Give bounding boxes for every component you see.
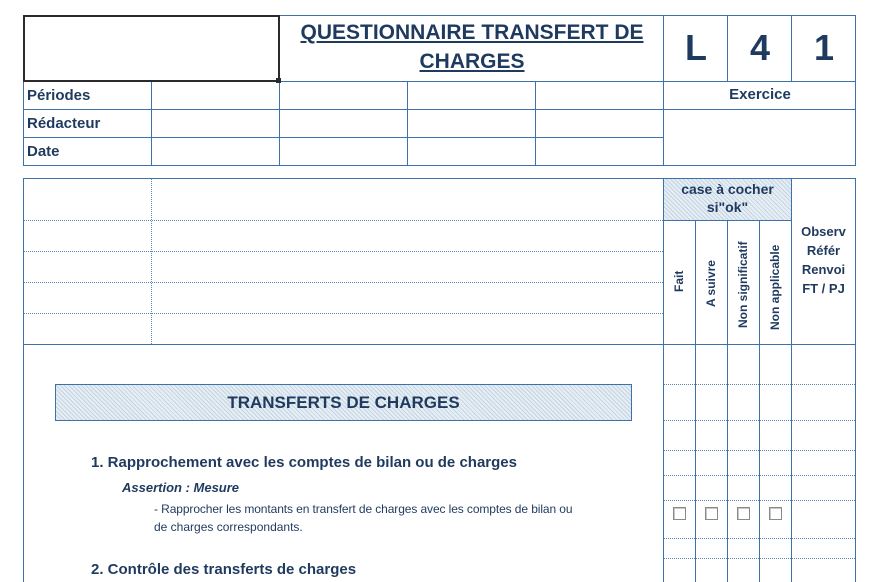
row-label-date: Date xyxy=(27,143,60,160)
case-header-line1: case à cocher xyxy=(681,181,774,197)
column-header-non-significatif: Non significatif xyxy=(736,241,750,328)
item2-title: 2. Contrôle des transferts de charges xyxy=(91,561,357,578)
column-header-a-suivre: A suivre xyxy=(704,260,718,307)
exercice-label: Exercice xyxy=(729,86,791,103)
item1-assertion: Assertion : Mesure xyxy=(122,480,240,495)
observ-line-2: Référ xyxy=(806,243,841,258)
checkbox-non-significatif[interactable] xyxy=(737,507,750,520)
case-header-line2: si"ok" xyxy=(706,199,749,215)
column-header-non-applicable: Non applicable xyxy=(768,244,782,330)
row-label-periodes: Périodes xyxy=(27,87,91,104)
page-title-line1: QUESTIONNAIRE TRANSFERT DE xyxy=(300,21,644,44)
section-title: TRANSFERTS DE CHARGES xyxy=(227,393,460,412)
column-header-fait: Fait xyxy=(672,270,686,292)
item1-title: 1. Rapprochement avec les comptes de bilan ou de charges xyxy=(91,454,517,471)
row-label-redacteur: Rédacteur xyxy=(27,115,101,132)
page-title-line2: CHARGES xyxy=(419,50,525,73)
code-number-1: 4 xyxy=(749,27,771,68)
item1-text-line2: de charges correspondants. xyxy=(154,520,303,534)
code-number-2: 1 xyxy=(813,27,835,68)
code-letter: L xyxy=(685,27,707,68)
checkbox-a-suivre[interactable] xyxy=(705,507,718,520)
item1-text-line1: - Rapprocher les montants en transfert de charges avec les comptes de bilan ou xyxy=(154,502,573,516)
checkbox-non-applicable[interactable] xyxy=(769,507,782,520)
selection-handle[interactable] xyxy=(276,78,281,83)
observ-line-3: Renvoi xyxy=(801,262,846,277)
observ-line-4: FT / PJ xyxy=(802,281,845,296)
logo-box[interactable] xyxy=(23,15,280,82)
checkbox-fait[interactable] xyxy=(673,507,686,520)
observ-line-1: Observ xyxy=(801,224,846,239)
